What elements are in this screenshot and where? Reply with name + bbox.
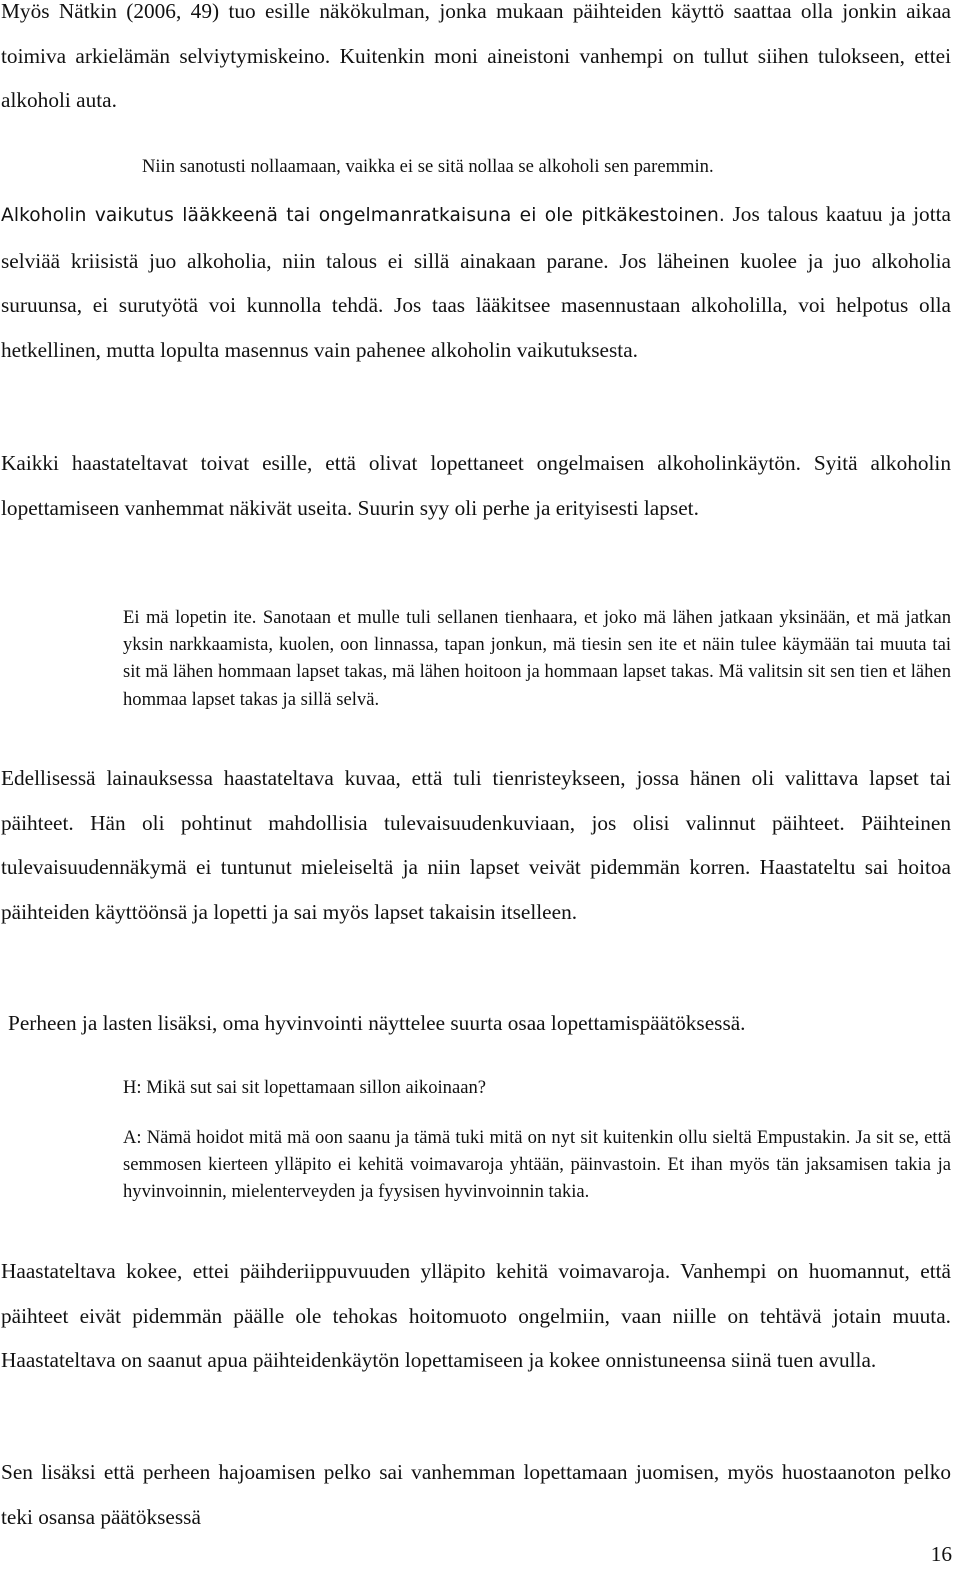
paragraph-perheen-ja-lasten	[8, 1001, 958, 1046]
paragraph-sen-lisaksi	[1, 1450, 951, 1539]
paragraph-haastateltava-kokee-text: Haastateltava kokee, ettei päihderiippuvuuden ylläpito kehitä voimavaroja. Vanhempi on huomannut, että päihteet eivät pidemmän päälle ole tehokas hoitomuoto ongelmiin, vaan niille on tehtävä jotain muuta. Haastateltava on saanut apua päihteidenkäytön lopettamiseen ja kokee onnistuneensa siinä tuen avulla.	[1, 1259, 951, 1372]
paragraph-kaikki-haastateltavat	[1, 441, 951, 530]
paragraph-edellisessa-lainauksessa	[1, 756, 951, 934]
quote-interview-question	[123, 1074, 951, 1101]
paragraph-alkoholin-vaikutus	[1, 192, 951, 372]
page-number: 16	[930, 1542, 952, 1566]
quote-interview-answer	[123, 1124, 951, 1206]
paragraph-edellisessa-lainauksessa-text: Edellisessä lainauksessa haastateltava kuvaa, että tuli tienristeykseen, jossa hänen oli valittava lapset tai päihteet. Hän oli pohtinut mahdollisia tulevaisuudenkuviaan, jos olisi valinnut päihteet. Päihteinen tulevaisuudennäkymä ei tuntunut mieleiseltä ja niin lapset veivät pidemmän korren. Haastateltu sai hoitoa päihteiden käyttöönsä ja lopetti ja sai myös lapset takaisin itselleen.	[1, 766, 951, 924]
quote-nollaamaan-text: Niin sanotusti nollaamaan, vaikka ei se sitä nollaa se alkoholi sen paremmin.	[142, 156, 714, 177]
paragraph-kaikki-haastateltavat-text: Kaikki haastateltavat toivat esille, että olivat lopettaneet ongelmaisen alkoholinkäytön. Syitä alkoholin lopettamiseen vanhemmat näkivät useita. Suurin syy oli perhe ja erityisesti lapset.	[1, 451, 951, 520]
paragraph-alkoholin-vaikutus-lead: Alkoholin vaikutus lääkkeenä tai ongelmanratkaisuna ei ole pitkäkestoinen.	[1, 205, 725, 226]
paragraph-perheen-ja-lasten-text: Perheen ja lasten lisäksi, oma hyvinvointi näyttelee suurta osaa lopettamispäätöksessä.	[8, 1011, 746, 1035]
quote-nollaamaan	[142, 153, 942, 180]
quote-tienhaara-text: Ei mä lopetin ite. Sanotaan et mulle tuli sellanen tienhaara, et joko mä lähen jatkaan yksinään, et mä jatkan yksin narkkaamista, kuolen, oon linnassa, tapan jonkun, mä tiesin sen ite et näin tulee käymään tai muuta tai sit mä lähen hommaan lapset takas, mä lähen hoitoon ja hommaan lapset takas. Mä valitsin sit sen tien et lähen hommaa lapset takas ja sillä selvä.	[123, 607, 951, 710]
quote-tienhaara	[123, 604, 951, 713]
quote-interview-question-text: H: Mikä sut sai sit lopettamaan sillon aikoinaan?	[123, 1077, 487, 1098]
quote-interview-answer-text: A: Nämä hoidot mitä mä oon saanu ja tämä tuki mitä on nyt sit kuitenkin ollu sieltä Empustakin. Ja sit se, että semmosen kierteen ylläpito ei kehitä voimavaroja yhtään, päinvastoin. Et ihan myös tän jaksamisen takia ja hyvinvoinnin, mielenterveyden ja fyysisen hyvinvoinnin takia.	[123, 1127, 951, 1203]
paragraph-natkin	[1, 0, 951, 123]
paragraph-alkoholin-vaikutus-masennus: Jos taas lääkitsee masennustaan alkoholilla, voi helpotus olla hetkellinen, mutta lopulta masennus vain pahenee alkoholin vaikutuksesta.	[1, 293, 951, 362]
paragraph-haastateltava-kokee	[1, 1249, 951, 1383]
paragraph-alkoholin-vaikutus-talous: Jos talous kaatuu ja jotta selviää kriisistä juo alkoholia, niin talous ei sillä ainakaan parane.	[1, 202, 951, 273]
paragraph-alkoholin-vaikutus-laheinen: Jos läheinen kuolee ja juo alkoholia suruunsa, ei surutyötä voi kunnolla tehdä.	[1, 248, 951, 317]
paragraph-sen-lisaksi-text: Sen lisäksi että perheen hajoamisen pelko sai vanhemman lopettamaan juomisen, myös huostaanoton pelko teki osansa päätöksessä	[1, 1460, 951, 1529]
paragraph-natkin-text: Myös Nätkin (2006, 49) tuo esille näkökulman, jonka mukaan päihteiden käyttö saattaa olla jonkin aikaa toimiva arkielämän selviytymiskeino. Kuitenkin moni aineistoni vanhempi on tullut siihen tulokseen, ettei alkoholi auta.	[1, 0, 951, 112]
